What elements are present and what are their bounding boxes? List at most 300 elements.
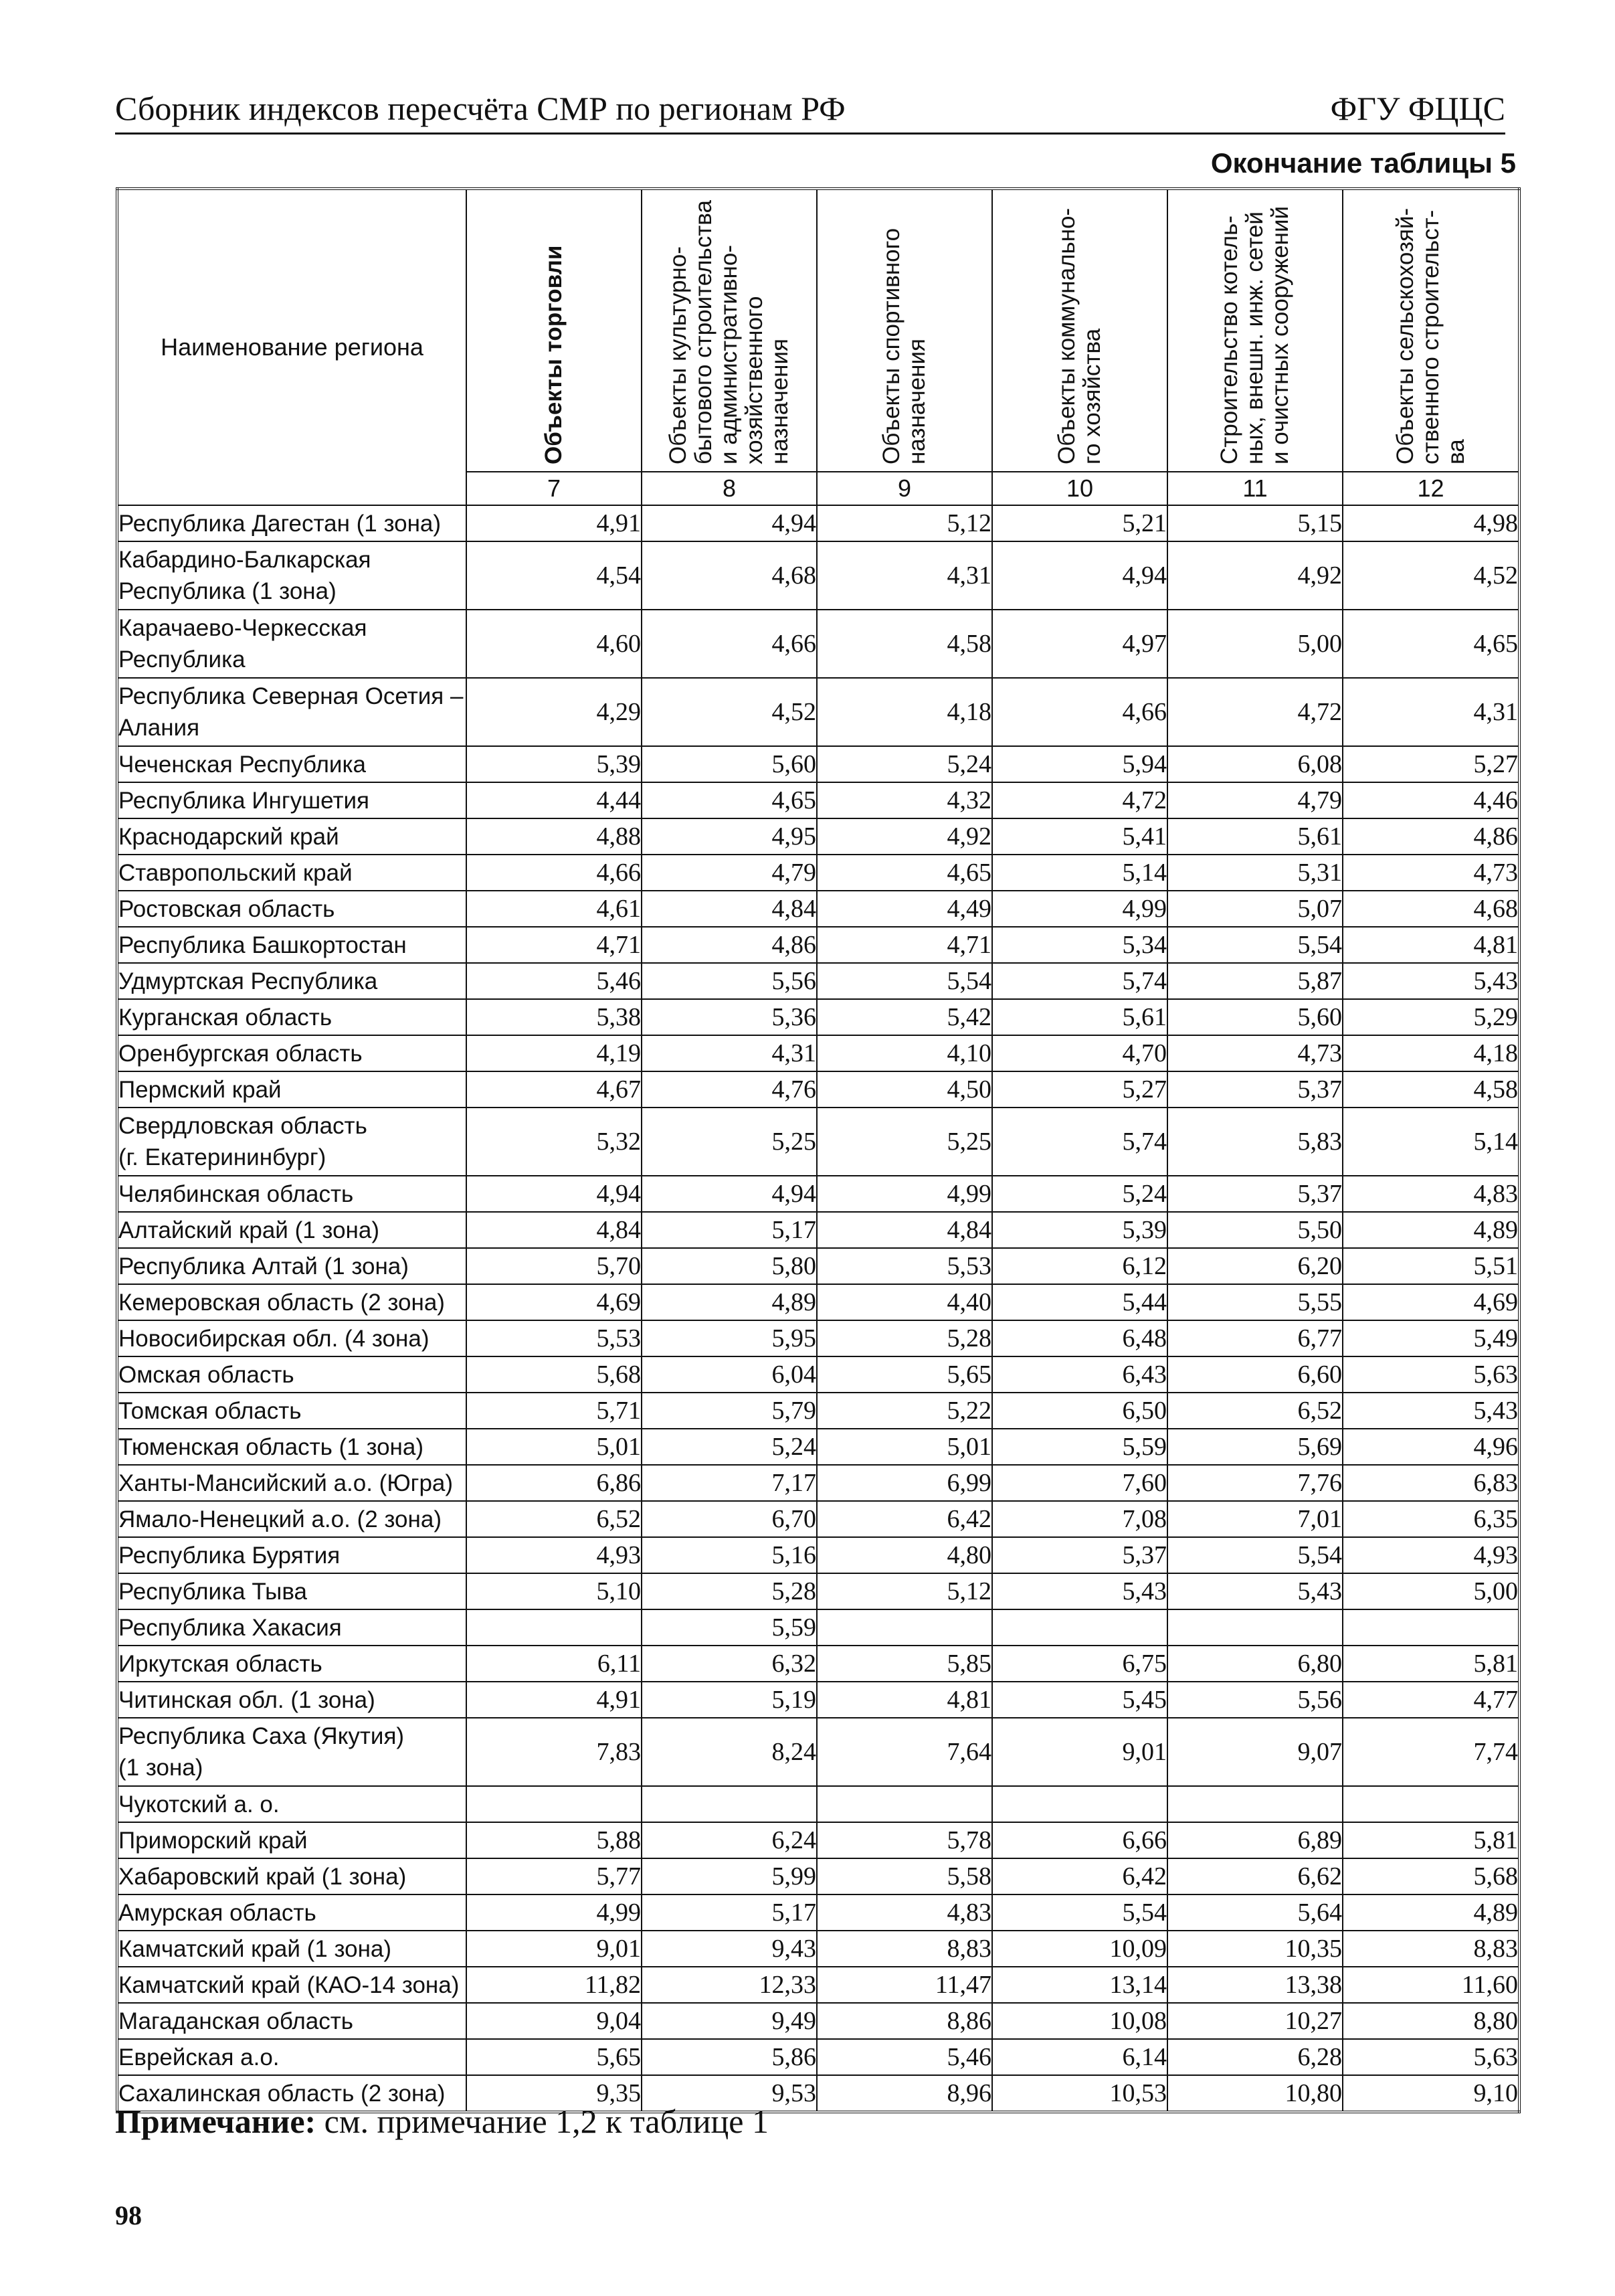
index-table	[116, 187, 1521, 2113]
index-value-cell: 4,44	[466, 782, 642, 818]
index-value-cell: 5,07	[1167, 891, 1343, 927]
table-row	[117, 782, 1519, 818]
index-value-cell: 9,49	[642, 2003, 817, 2039]
column-number: 8	[642, 472, 817, 505]
index-value-cell: 5,54	[1167, 1537, 1343, 1573]
table-caption: Окончание таблицы 5	[1210, 147, 1516, 179]
index-value-cell: 4,99	[992, 891, 1167, 927]
index-value-cell: 5,32	[466, 1108, 642, 1176]
region-name-cell: Свердловская область (г. Екатерининбург)	[117, 1108, 466, 1176]
index-value-cell: 4,40	[817, 1284, 992, 1320]
index-value-cell: 4,88	[466, 818, 642, 855]
table-row	[117, 1108, 1519, 1176]
index-value-cell: 4,83	[817, 1894, 992, 1931]
index-value-cell: 5,55	[1167, 1284, 1343, 1320]
region-name-cell: Курганская область	[117, 999, 466, 1035]
index-value-cell: 5,46	[817, 2039, 992, 2075]
region-name-cell: Оренбургская область	[117, 1035, 466, 1071]
index-value-cell: 5,24	[992, 1176, 1167, 1212]
index-value-cell: 4,98	[1343, 505, 1519, 541]
region-name-cell: Новосибирская обл. (4 зона)	[117, 1320, 466, 1356]
region-name-cell: Республика Башкортостан	[117, 927, 466, 963]
region-name-cell: Республика Северная Осетия – Алания	[117, 678, 466, 746]
region-name-cell: Республика Тыва	[117, 1573, 466, 1609]
index-value-cell: 9,01	[466, 1931, 642, 1967]
column-header-8	[642, 189, 817, 472]
index-value-cell: 4,31	[817, 541, 992, 610]
index-value-cell: 6,42	[817, 1501, 992, 1537]
index-value-cell: 4,71	[466, 927, 642, 963]
index-value-cell: 8,83	[1343, 1931, 1519, 1967]
index-value-cell: 6,32	[642, 1646, 817, 1682]
region-name-cell: Кабардино-Балкарская Республика (1 зона)	[117, 541, 466, 610]
index-value-cell: 4,86	[1343, 818, 1519, 855]
table-row	[117, 1248, 1519, 1284]
region-name-cell: Ставропольский край	[117, 855, 466, 891]
region-name-cell: Чеченская Республика	[117, 746, 466, 782]
index-value-cell: 4,52	[1343, 541, 1519, 610]
table-row	[117, 2039, 1519, 2075]
region-name-cell: Республика Саха (Якутия) (1 зона)	[117, 1718, 466, 1786]
table-row	[117, 610, 1519, 678]
index-value-cell: 5,19	[642, 1682, 817, 1718]
index-value-cell: 5,64	[1167, 1894, 1343, 1931]
index-value-cell	[817, 1786, 992, 1822]
index-value-cell: 7,76	[1167, 1465, 1343, 1501]
index-value-cell: 11,47	[817, 1967, 992, 2003]
table-row	[117, 1356, 1519, 1393]
index-value-cell: 5,17	[642, 1894, 817, 1931]
index-value-cell: 6,48	[992, 1320, 1167, 1356]
index-value-cell: 4,71	[817, 927, 992, 963]
header-title: Сборник индексов пересчёта СМР по регионам РФ	[115, 90, 846, 127]
table-row	[117, 1967, 1519, 2003]
index-value-cell: 4,94	[992, 541, 1167, 610]
index-value-cell: 5,28	[642, 1573, 817, 1609]
index-value-cell: 5,56	[1167, 1682, 1343, 1718]
index-value-cell: 6,77	[1167, 1320, 1343, 1356]
region-name-cell: Республика Алтай (1 зона)	[117, 1248, 466, 1284]
table-row	[117, 1284, 1519, 1320]
index-value-cell: 4,91	[466, 1682, 642, 1718]
column-title-12: Объекты сельскохозяй- ственного строительст- ва	[1392, 207, 1469, 464]
index-value-cell: 4,84	[466, 1212, 642, 1248]
index-value-cell: 6,62	[1167, 1858, 1343, 1894]
table-row	[117, 746, 1519, 782]
index-value-cell: 6,14	[992, 2039, 1167, 2075]
index-value-cell: 4,58	[1343, 1071, 1519, 1108]
index-value-cell: 5,45	[992, 1682, 1167, 1718]
index-value-cell: 11,60	[1343, 1967, 1519, 2003]
index-value-cell: 4,65	[817, 855, 992, 891]
table-row	[117, 963, 1519, 999]
note-text: см. примечание 1,2 к таблице 1	[316, 2103, 769, 2140]
index-value-cell	[1167, 1609, 1343, 1646]
index-value-cell: 9,01	[992, 1718, 1167, 1786]
table-row	[117, 1646, 1519, 1682]
region-name-cell: Амурская область	[117, 1894, 466, 1931]
index-value-cell: 4,91	[466, 505, 642, 541]
index-value-cell: 5,50	[1167, 1212, 1343, 1248]
index-value-cell: 7,01	[1167, 1501, 1343, 1537]
column-number: 12	[1343, 472, 1519, 505]
region-name-cell: Хабаровский край (1 зона)	[117, 1858, 466, 1894]
table-row	[117, 1465, 1519, 1501]
index-value-cell: 5,24	[642, 1429, 817, 1465]
column-number: 11	[1167, 472, 1343, 505]
index-value-cell: 8,96	[817, 2075, 992, 2112]
table-note	[115, 2101, 769, 2141]
table-row	[117, 1822, 1519, 1858]
index-value-cell: 4,94	[642, 505, 817, 541]
table-row	[117, 1718, 1519, 1786]
index-value-cell: 5,74	[992, 1108, 1167, 1176]
index-value-cell: 4,96	[1343, 1429, 1519, 1465]
index-value-cell: 4,89	[642, 1284, 817, 1320]
region-name-cell: Карачаево-Черкесская Республика	[117, 610, 466, 678]
index-value-cell: 4,66	[642, 610, 817, 678]
index-value-cell: 4,80	[817, 1537, 992, 1573]
table-row	[117, 855, 1519, 891]
index-value-cell: 5,85	[817, 1646, 992, 1682]
index-value-cell	[1343, 1609, 1519, 1646]
index-value-cell	[466, 1609, 642, 1646]
column-number: 7	[466, 472, 642, 505]
index-value-cell: 6,28	[1167, 2039, 1343, 2075]
index-value-cell: 4,89	[1343, 1212, 1519, 1248]
index-value-cell	[642, 1786, 817, 1822]
index-value-cell: 5,51	[1343, 1248, 1519, 1284]
index-value-cell: 5,14	[992, 855, 1167, 891]
index-value-cell: 6,20	[1167, 1248, 1343, 1284]
index-value-cell: 7,60	[992, 1465, 1167, 1501]
column-title-10: Объекты коммунально- го хозяйства	[1054, 207, 1105, 464]
index-value-cell: 5,43	[1167, 1573, 1343, 1609]
index-value-cell: 4,66	[992, 678, 1167, 746]
column-number: 10	[992, 472, 1167, 505]
index-value-cell: 5,86	[642, 2039, 817, 2075]
table-row	[117, 1573, 1519, 1609]
table-row	[117, 1931, 1519, 1967]
index-value-cell: 6,83	[1343, 1465, 1519, 1501]
table-row	[117, 1501, 1519, 1537]
index-value-cell: 9,07	[1167, 1718, 1343, 1786]
region-name-cell: Ямало-Ненецкий а.о. (2 зона)	[117, 1501, 466, 1537]
index-value-cell: 5,00	[1343, 1573, 1519, 1609]
region-name-cell: Камчатский край (КАО-14 зона)	[117, 1967, 466, 2003]
index-value-cell: 6,43	[992, 1356, 1167, 1393]
index-value-cell: 4,10	[817, 1035, 992, 1071]
index-value-cell: 8,86	[817, 2003, 992, 2039]
index-value-cell: 4,79	[1167, 782, 1343, 818]
index-value-cell: 5,69	[1167, 1429, 1343, 1465]
index-value-cell: 4,31	[642, 1035, 817, 1071]
index-value-cell: 6,80	[1167, 1646, 1343, 1682]
index-value-cell: 4,65	[1343, 610, 1519, 678]
column-header-11	[1167, 189, 1343, 472]
index-value-cell: 5,41	[992, 818, 1167, 855]
table-row	[117, 818, 1519, 855]
index-value-cell: 4,81	[1343, 927, 1519, 963]
region-name-cell: Пермский край	[117, 1071, 466, 1108]
index-value-cell: 5,56	[642, 963, 817, 999]
index-value-cell: 5,39	[466, 746, 642, 782]
header-rule	[115, 133, 1505, 135]
index-value-cell: 4,81	[817, 1682, 992, 1718]
header-organization: ФГУ ФЦЦС	[1330, 90, 1505, 127]
index-value-cell: 4,73	[1343, 855, 1519, 891]
region-name-cell: Республика Ингушетия	[117, 782, 466, 818]
index-value-cell: 5,43	[1343, 1393, 1519, 1429]
index-value-cell: 4,50	[817, 1071, 992, 1108]
index-value-cell: 5,00	[1167, 610, 1343, 678]
table-row	[117, 1858, 1519, 1894]
index-value-cell: 8,24	[642, 1718, 817, 1786]
index-value-cell: 5,49	[1343, 1320, 1519, 1356]
index-value-cell: 5,60	[642, 746, 817, 782]
region-name-cell: Камчатский край (1 зона)	[117, 1931, 466, 1967]
region-name-cell: Тюменская область (1 зона)	[117, 1429, 466, 1465]
index-value-cell: 5,01	[466, 1429, 642, 1465]
index-value-cell: 7,83	[466, 1718, 642, 1786]
table-row	[117, 1537, 1519, 1573]
index-value-cell	[1343, 1786, 1519, 1822]
region-name-cell: Республика Хакасия	[117, 1609, 466, 1646]
table-row	[117, 1609, 1519, 1646]
index-value-cell: 5,53	[817, 1248, 992, 1284]
index-value-cell: 5,15	[1167, 505, 1343, 541]
region-name-cell: Томская область	[117, 1393, 466, 1429]
index-value-cell: 4,72	[992, 782, 1167, 818]
region-name-cell: Челябинская область	[117, 1176, 466, 1212]
region-name-cell: Ханты-Мансийский а.о. (Югра)	[117, 1465, 466, 1501]
index-value-cell: 4,99	[817, 1176, 992, 1212]
note-label: Примечание:	[115, 2103, 316, 2140]
index-value-cell: 7,64	[817, 1718, 992, 1786]
index-value-cell: 5,70	[466, 1248, 642, 1284]
table-row	[117, 999, 1519, 1035]
table-body	[117, 505, 1519, 2112]
index-value-cell	[992, 1786, 1167, 1822]
index-value-cell: 5,01	[817, 1429, 992, 1465]
index-value-cell: 5,74	[992, 963, 1167, 999]
index-value-cell: 4,94	[466, 1176, 642, 1212]
index-value-cell: 10,09	[992, 1931, 1167, 1967]
region-name-cell: Сахалинская область (2 зона)	[117, 2075, 466, 2112]
index-value-cell: 4,18	[1343, 1035, 1519, 1071]
index-value-cell: 5,68	[466, 1356, 642, 1393]
index-value-cell: 4,32	[817, 782, 992, 818]
index-value-cell: 4,79	[642, 855, 817, 891]
index-value-cell: 5,77	[466, 1858, 642, 1894]
index-value-cell: 9,43	[642, 1931, 817, 1967]
index-value-cell: 5,80	[642, 1248, 817, 1284]
region-name-cell: Магаданская область	[117, 2003, 466, 2039]
index-value-cell: 4,68	[1343, 891, 1519, 927]
index-value-cell: 4,84	[817, 1212, 992, 1248]
index-value-cell: 5,60	[1167, 999, 1343, 1035]
index-value-cell: 6,89	[1167, 1822, 1343, 1858]
index-value-cell: 5,46	[466, 963, 642, 999]
index-value-cell: 6,99	[817, 1465, 992, 1501]
index-value-cell: 4,94	[642, 1176, 817, 1212]
index-value-cell: 5,58	[817, 1858, 992, 1894]
index-value-cell: 4,66	[466, 855, 642, 891]
index-value-cell: 10,27	[1167, 2003, 1343, 2039]
table-row	[117, 1035, 1519, 1071]
table-row	[117, 2003, 1519, 2039]
index-value-cell: 5,59	[642, 1609, 817, 1646]
index-value-cell	[466, 1786, 642, 1822]
index-value-cell: 4,46	[1343, 782, 1519, 818]
index-value-cell: 10,80	[1167, 2075, 1343, 2112]
index-value-cell: 4,60	[466, 610, 642, 678]
index-value-cell: 4,70	[992, 1035, 1167, 1071]
index-value-cell: 7,17	[642, 1465, 817, 1501]
column-title-11: Строительство котель- ных, внешн. инж. сетей и очистных сооружений	[1216, 205, 1293, 464]
index-value-cell: 4,67	[466, 1071, 642, 1108]
index-value-cell: 4,97	[992, 610, 1167, 678]
index-value-cell: 6,66	[992, 1822, 1167, 1858]
index-value-cell: 5,61	[1167, 818, 1343, 855]
index-value-cell: 5,94	[992, 746, 1167, 782]
index-value-cell: 6,12	[992, 1248, 1167, 1284]
index-value-cell: 5,34	[992, 927, 1167, 963]
region-name-cell: Приморский край	[117, 1822, 466, 1858]
index-value-cell: 5,28	[817, 1320, 992, 1356]
index-value-cell: 5,22	[817, 1393, 992, 1429]
index-value-cell: 6,35	[1343, 1501, 1519, 1537]
index-value-cell: 5,61	[992, 999, 1167, 1035]
index-value-cell	[817, 1609, 992, 1646]
index-value-cell: 5,43	[992, 1573, 1167, 1609]
region-name-cell: Еврейская а.о.	[117, 2039, 466, 2075]
index-value-cell: 5,37	[1167, 1071, 1343, 1108]
column-number: 9	[817, 472, 992, 505]
table-row	[117, 1320, 1519, 1356]
region-name-cell: Алтайский край (1 зона)	[117, 1212, 466, 1248]
index-value-cell: 5,31	[1167, 855, 1343, 891]
index-value-cell: 5,71	[466, 1393, 642, 1429]
region-name-cell: Кемеровская область (2 зона)	[117, 1284, 466, 1320]
column-header-10	[992, 189, 1167, 472]
index-value-cell: 9,04	[466, 2003, 642, 2039]
index-value-cell: 6,08	[1167, 746, 1343, 782]
index-value-cell: 6,70	[642, 1501, 817, 1537]
index-value-cell: 5,54	[992, 1894, 1167, 1931]
region-name-cell: Омская область	[117, 1356, 466, 1393]
table-row	[117, 891, 1519, 927]
index-value-cell: 5,10	[466, 1573, 642, 1609]
index-value-cell	[1167, 1786, 1343, 1822]
index-value-cell: 11,82	[466, 1967, 642, 2003]
index-value-cell: 7,74	[1343, 1718, 1519, 1786]
index-value-cell: 9,10	[1343, 2075, 1519, 2112]
table-row	[117, 1786, 1519, 1822]
index-value-cell: 5,78	[817, 1822, 992, 1858]
index-value-cell: 7,08	[992, 1501, 1167, 1537]
table-row	[117, 505, 1519, 541]
index-value-cell: 5,14	[1343, 1108, 1519, 1176]
index-value-cell: 4,68	[642, 541, 817, 610]
index-value-cell: 5,24	[817, 746, 992, 782]
index-value-cell: 4,54	[466, 541, 642, 610]
table-row	[117, 678, 1519, 746]
index-value-cell: 5,42	[817, 999, 992, 1035]
index-value-cell: 6,42	[992, 1858, 1167, 1894]
index-value-cell: 6,52	[1167, 1393, 1343, 1429]
index-value-cell: 13,14	[992, 1967, 1167, 2003]
index-value-cell: 4,76	[642, 1071, 817, 1108]
index-value-cell: 5,37	[992, 1537, 1167, 1573]
index-value-cell: 5,81	[1343, 1822, 1519, 1858]
index-value-cell: 5,88	[466, 1822, 642, 1858]
index-value-cell: 4,93	[466, 1537, 642, 1573]
column-header-12	[1343, 189, 1519, 472]
region-name-cell: Чукотский а. о.	[117, 1786, 466, 1822]
index-value-cell: 5,25	[817, 1108, 992, 1176]
index-value-cell: 5,79	[642, 1393, 817, 1429]
column-header-9	[817, 189, 992, 472]
index-value-cell	[992, 1609, 1167, 1646]
index-value-cell: 4,93	[1343, 1537, 1519, 1573]
index-value-cell: 6,04	[642, 1356, 817, 1393]
index-value-cell: 5,65	[466, 2039, 642, 2075]
index-value-cell: 12,33	[642, 1967, 817, 2003]
index-value-cell: 4,61	[466, 891, 642, 927]
index-value-cell: 5,43	[1343, 963, 1519, 999]
column-title-9: Объекты спортивного назначения	[878, 228, 930, 464]
table-row	[117, 1176, 1519, 1212]
index-value-cell: 5,59	[992, 1429, 1167, 1465]
index-value-cell: 4,31	[1343, 678, 1519, 746]
table-row	[117, 1071, 1519, 1108]
index-value-cell: 5,63	[1343, 2039, 1519, 2075]
region-name-cell: Республика Бурятия	[117, 1537, 466, 1573]
index-value-cell: 6,11	[466, 1646, 642, 1682]
index-value-cell: 5,37	[1167, 1176, 1343, 1212]
index-value-cell: 5,12	[817, 505, 992, 541]
table-row	[117, 1429, 1519, 1465]
table-row	[117, 1682, 1519, 1718]
region-name-cell: Удмуртская Республика	[117, 963, 466, 999]
index-value-cell: 9,53	[642, 2075, 817, 2112]
index-value-cell: 5,53	[466, 1320, 642, 1356]
index-value-cell: 6,60	[1167, 1356, 1343, 1393]
index-value-cell: 6,24	[642, 1822, 817, 1858]
index-value-cell: 5,81	[1343, 1646, 1519, 1682]
index-value-cell: 5,65	[817, 1356, 992, 1393]
index-value-cell: 9,35	[466, 2075, 642, 2112]
index-value-cell: 10,53	[992, 2075, 1167, 2112]
index-value-cell: 5,27	[1343, 746, 1519, 782]
index-value-cell: 6,75	[992, 1646, 1167, 1682]
index-value-cell: 5,54	[817, 963, 992, 999]
index-value-cell: 6,86	[466, 1465, 642, 1501]
index-value-cell: 10,35	[1167, 1931, 1343, 1967]
index-value-cell: 5,95	[642, 1320, 817, 1356]
index-value-cell: 4,18	[817, 678, 992, 746]
index-value-cell: 8,80	[1343, 2003, 1519, 2039]
index-value-cell: 4,72	[1167, 678, 1343, 746]
column-title-8: Объекты культурно- бытового строительства и административно- хозяйственного назначения	[665, 200, 793, 464]
column-header-7	[466, 189, 642, 472]
index-value-cell: 4,69	[1343, 1284, 1519, 1320]
region-name-cell: Республика Дагестан (1 зона)	[117, 505, 466, 541]
index-value-cell: 4,99	[466, 1894, 642, 1931]
index-value-cell: 4,95	[642, 818, 817, 855]
table-row	[117, 1894, 1519, 1931]
